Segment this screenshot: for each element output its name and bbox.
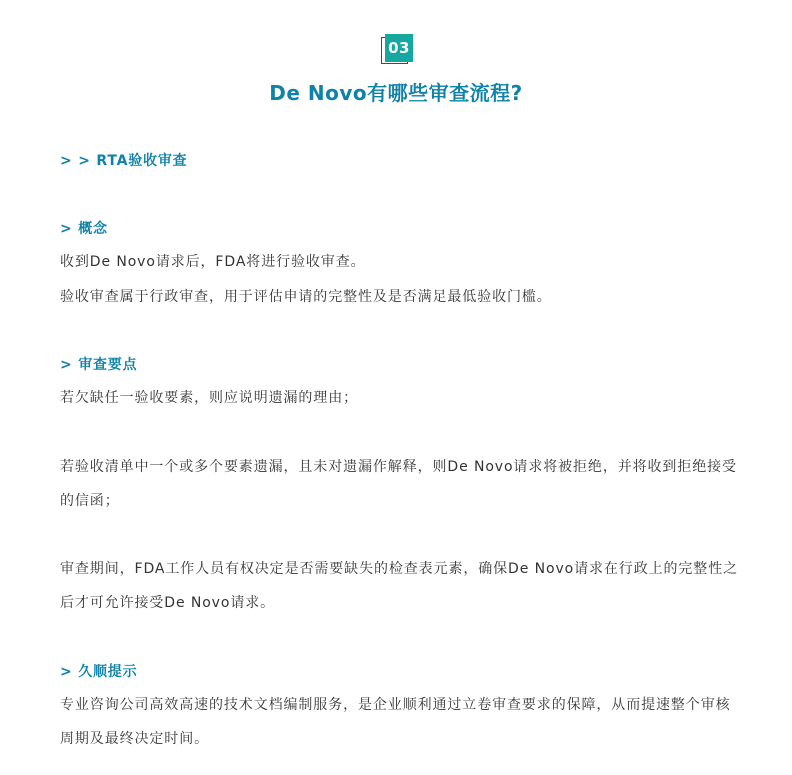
concept-paragraph-2: 验收审查属于行政审查，用于评估申请的完整性及是否满足最低验收门槛。: [60, 289, 552, 305]
key-points-heading: > 审查要点: [60, 357, 138, 373]
tips-heading: > 久顺提示: [60, 664, 138, 680]
concept-paragraph-1: 收到De Novo请求后，FDA将进行验收审查。: [60, 254, 366, 270]
badge-number: 03: [385, 34, 413, 62]
rta-section-heading: > > RTA验收审查: [60, 153, 188, 169]
page-title: De Novo有哪些审查流程?: [269, 81, 523, 105]
key-points-paragraph-3: 审查期间，FDA工作人员有权决定是否需要缺失的检查表元素，确保De Novo请求在行政上的完整性之后才可允许接受De Novo请求。: [60, 561, 738, 611]
key-points-paragraph-1: 若欠缺任一验收要素，则应说明遗漏的理由；: [60, 390, 358, 406]
key-points-paragraph-2: 若验收清单中一个或多个要素遗漏，且未对遗漏作解释，则De Novo请求将被拒绝，并将收到拒绝接受的信函；: [60, 459, 737, 509]
section-number-badge: [381, 34, 413, 66]
tips-paragraph-1: 专业咨询公司高效高速的技术文档编制服务，是企业顺利通过立卷审查要求的保障，从而提速整个审核周期及最终决定时间。: [60, 697, 731, 747]
concept-heading: > 概念: [60, 221, 108, 237]
